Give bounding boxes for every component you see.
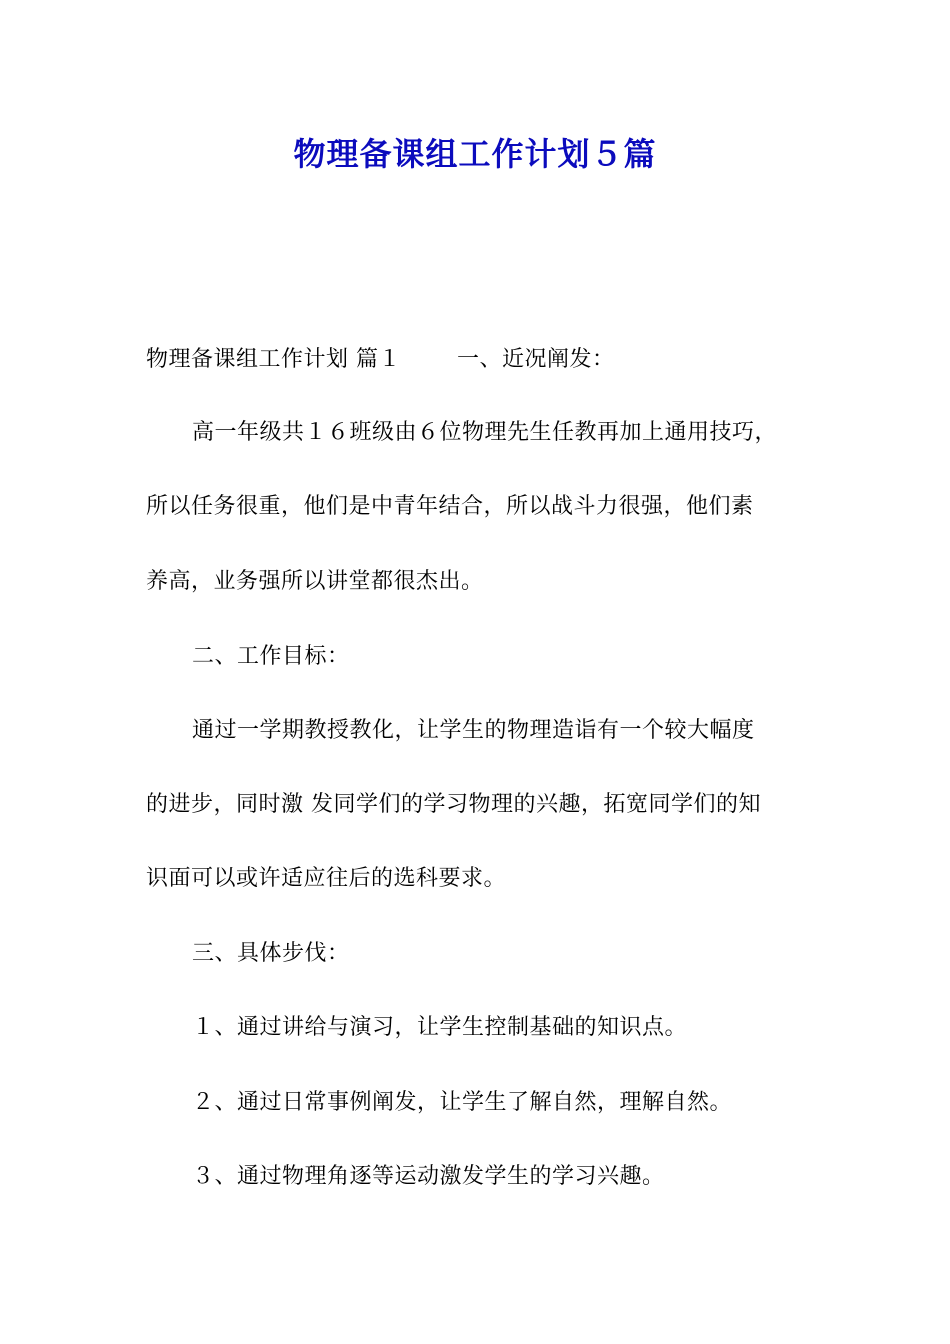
list-item: ３、通过物理角逐等运动激发学生的学习兴趣。 (192, 1164, 665, 1189)
plan-heading: 物理备课组工作计划 篇１ (146, 347, 401, 372)
paragraph-line: 的进步，同时激 发同学们的学习物理的兴趣，拓宽同学们的知 (146, 792, 761, 817)
section-heading-2: 二、工作目标： (192, 644, 350, 669)
section-heading-1: 一、近况阐发： (457, 347, 615, 372)
document-title: 物理备课组工作计划５篇 (293, 135, 657, 173)
paragraph-line: 通过一学期教授教化，让学生的物理造诣有一个较大幅度 (192, 718, 755, 743)
paragraph-line: 高一年级共１６班级由６位物理先生任教再加上通用技巧， (192, 420, 778, 445)
paragraph-line: 识面可以或许适应往后的选科要求。 (146, 866, 507, 891)
list-item: ２、通过日常事例阐发，让学生了解自然，理解自然。 (192, 1090, 733, 1115)
paragraph-line: 养高，业务强所以讲堂都很杰出。 (146, 569, 484, 594)
first-line (146, 345, 615, 375)
paragraph-line: 所以任务很重，他们是中青年结合，所以战斗力很强，他们素 (146, 494, 754, 519)
section-heading-3: 三、具体步伐： (192, 941, 350, 966)
list-item: １、通过讲给与演习，让学生控制基础的知识点。 (192, 1015, 688, 1040)
